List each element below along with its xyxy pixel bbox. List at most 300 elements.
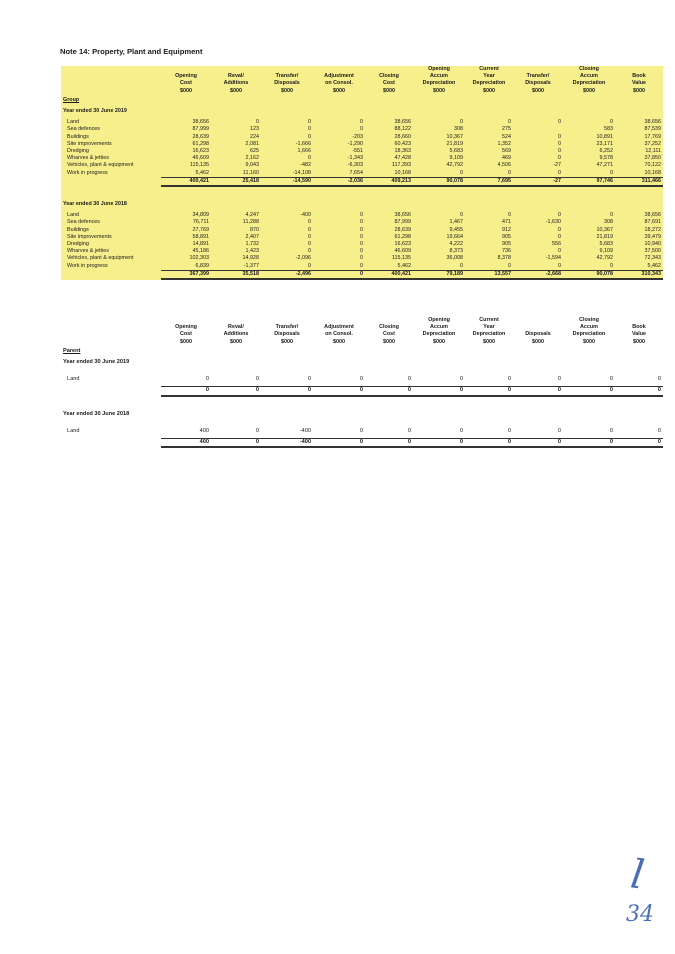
cell-value: 0 [610, 119, 613, 126]
column-header-line: $000 [433, 338, 445, 345]
column-header-line: Value [631, 80, 647, 87]
cell-value: 102,303 [189, 255, 209, 262]
cell-value: 60,423 [394, 140, 411, 147]
row-label: Vehicles, plant & equipment [67, 162, 134, 169]
cell-value: 45,186 [192, 248, 209, 255]
column-header [61, 317, 161, 346]
cell-value: 11,160 [242, 169, 259, 176]
column-header-line: $000 [583, 338, 595, 345]
cell-value: 0 [558, 140, 561, 147]
cell-value: 28,660 [394, 133, 411, 140]
column-header [261, 317, 313, 346]
row-label: Dredging [67, 241, 89, 248]
total-value: 90,078 [413, 177, 465, 186]
column-header-line: Current [479, 317, 499, 323]
section-heading-row [61, 197, 663, 212]
cell-value: 123 [250, 126, 259, 133]
cell-value: 10,168 [394, 169, 411, 176]
cell-value: 471 [502, 219, 511, 226]
row-label: Site improvements [67, 233, 112, 240]
table-row [61, 255, 663, 262]
cell-value: 0 [558, 248, 561, 255]
cell-value: 569 [502, 148, 511, 155]
total-value: 0 [365, 439, 413, 448]
table-row [61, 248, 663, 255]
column-header-line: $000 [230, 87, 242, 94]
section-heading: Year ended 30 June 2018 [63, 201, 127, 208]
table-row [61, 162, 663, 169]
cell-value: 0 [460, 169, 463, 176]
column-header-line: $000 [633, 338, 645, 345]
cell-value: 224 [250, 133, 259, 140]
column-header [211, 66, 261, 95]
cell-value: 4,506 [497, 162, 511, 169]
cell-value: 583 [604, 126, 613, 133]
cell-value: 16,623 [394, 241, 411, 248]
total-value: 367,399 [161, 270, 211, 279]
cell-value: 1,352 [497, 140, 511, 147]
section-heading-row [61, 407, 663, 422]
cell-value: 10,940 [644, 241, 661, 248]
parent-table-body [61, 346, 663, 447]
total-value: 0 [365, 387, 413, 396]
cell-value: 8,373 [449, 248, 463, 255]
column-header [615, 317, 663, 346]
cell-value: 18,272 [644, 226, 661, 233]
column-header-line: Closing [579, 66, 599, 72]
column-header-line: $000 [483, 338, 495, 345]
cell-value: 87,691 [644, 219, 661, 226]
cell-value: 0 [558, 169, 561, 176]
total-value: 0 [465, 439, 513, 448]
column-header-line: Cost [180, 331, 192, 338]
total-value: 13,557 [465, 270, 513, 279]
column-header-line: Depreciation [572, 80, 606, 87]
column-header-line: Year [483, 73, 495, 80]
column-header-line: Accum [580, 324, 598, 331]
table-row [61, 141, 663, 148]
cell-value: 5,462 [647, 262, 661, 269]
total-label [61, 270, 161, 279]
row-label: Buildings [67, 226, 89, 233]
column-header-line: Depreciation [472, 80, 506, 87]
column-header-line: Value [631, 331, 647, 338]
column-header-line: Transfer/ [275, 73, 299, 80]
page-title: Note 14: Property, Plant and Equipment [60, 47, 203, 56]
total-value: 0 [211, 387, 261, 396]
cell-value: 0 [558, 133, 561, 140]
cell-value: 61,298 [394, 233, 411, 240]
column-header-line: Cost [383, 80, 395, 87]
total-value: -2,668 [513, 270, 563, 279]
column-header [615, 66, 663, 95]
cell-value: 115,135 [391, 255, 411, 262]
cell-value: 34,809 [192, 212, 209, 219]
cell-value: 5,462 [195, 169, 209, 176]
column-header-line: Transfer/ [275, 324, 299, 331]
cell-value: 87,539 [644, 126, 661, 133]
cell-value: 72,343 [644, 255, 661, 262]
header-row [61, 317, 663, 346]
cell-value: 736 [502, 248, 511, 255]
column-header-line: Accum [430, 324, 448, 331]
column-header-line: Depreciation [472, 331, 506, 338]
column-header-line: Closing [379, 73, 399, 80]
column-header-line: Closing [379, 324, 399, 331]
cell-value: 46,609 [192, 155, 209, 162]
total-value: 0 [615, 387, 663, 396]
cell-value: 1,732 [245, 241, 259, 248]
cell-value: 21,819 [446, 140, 463, 147]
cell-value: 0 [558, 226, 561, 233]
column-header-line: $000 [383, 87, 395, 94]
cell-value: -6,303 [347, 162, 363, 169]
column-header-line: Opening [428, 317, 450, 323]
cell-value: 12,111 [645, 148, 661, 155]
cell-value: 0 [558, 212, 561, 219]
column-header-line: on Consol. [325, 331, 353, 338]
cell-value: 0 [360, 262, 363, 269]
cell-value: -203 [352, 133, 363, 140]
cell-value: 2,407 [245, 233, 259, 240]
row-label: Land [67, 119, 79, 126]
section-heading: Year ended 30 June 2019 [63, 359, 130, 366]
cell-value: 0 [308, 155, 311, 162]
cell-value: 46,609 [394, 248, 411, 255]
column-header-line: Adjustment [324, 73, 354, 80]
total-value: 0 [513, 439, 563, 448]
total-value: 0 [563, 439, 615, 448]
row-label: Wharves & jetties [67, 155, 109, 162]
column-header-line: Cost [383, 331, 395, 338]
total-value: -2,036 [313, 177, 365, 186]
column-header-line: Additions [223, 80, 249, 87]
cell-value: 0 [609, 376, 613, 383]
cell-value: 37,850 [644, 155, 661, 162]
cell-value: 0 [610, 262, 613, 269]
cell-value: 0 [256, 119, 259, 126]
column-header-line: Depreciation [572, 331, 606, 338]
cell-value: 0 [359, 427, 363, 434]
total-value: 0 [261, 387, 313, 396]
total-value: 7,695 [465, 177, 513, 186]
row-label: Work in progress [67, 169, 108, 176]
column-header-line: $000 [483, 87, 495, 94]
cell-value: 0 [459, 427, 463, 434]
column-header-line: $000 [281, 87, 293, 94]
column-header [161, 317, 211, 346]
row-label: Dredging [67, 148, 89, 155]
cell-value: 38,656 [192, 119, 209, 126]
group-table-body [61, 95, 663, 279]
row-label: Land [67, 428, 80, 435]
table-row [61, 148, 663, 155]
cell-value: 905 [502, 233, 511, 240]
total-value: 90,078 [563, 270, 615, 279]
column-header-line: Year [483, 324, 495, 331]
total-row [61, 387, 663, 396]
column-header-line: Current [479, 66, 499, 72]
table-row [61, 155, 663, 162]
cell-value: 0 [360, 126, 363, 133]
column-header-line: Closing [579, 317, 599, 323]
column-header-line: Opening [428, 66, 450, 72]
cell-value: 0 [460, 262, 463, 269]
cell-value: -1,630 [545, 219, 561, 226]
cell-value: 9,043 [245, 162, 259, 169]
table-row [61, 212, 663, 219]
cell-value: 625 [250, 148, 259, 155]
cell-value: 5,683 [599, 241, 613, 248]
cell-value: 10,367 [596, 226, 613, 233]
column-header-line: $000 [532, 87, 544, 94]
cell-value: 76,711 [192, 219, 209, 226]
section-heading: Year ended 30 June 2019 [63, 108, 127, 115]
column-header-line: Transfer/ [526, 73, 550, 80]
cell-value: 4,222 [449, 241, 463, 248]
column-header-line: Book [632, 73, 646, 80]
cell-value: 524 [502, 133, 511, 140]
total-value: 0 [313, 270, 365, 279]
column-header-line: $000 [532, 338, 544, 345]
header-row [61, 66, 663, 95]
cell-value: -1,594 [545, 255, 561, 262]
cell-value: 28,639 [192, 133, 209, 140]
total-value: 400,421 [365, 270, 413, 279]
cell-value: 0 [360, 255, 363, 262]
cell-value: 0 [460, 212, 463, 219]
cell-value: 0 [308, 133, 311, 140]
total-value: 97,746 [563, 177, 615, 186]
row-label: Vehicles, plant & equipment [67, 255, 134, 262]
cell-value: 0 [507, 427, 511, 434]
column-header [465, 317, 513, 346]
cell-value: -400 [299, 427, 311, 434]
cell-value: 10,891 [596, 133, 613, 140]
cell-value: 19,664 [446, 233, 463, 240]
cell-value: 5,683 [449, 148, 463, 155]
table-row [61, 234, 663, 241]
column-header [161, 66, 211, 95]
cell-value: 0 [558, 233, 561, 240]
column-header-line: Depreciation [422, 80, 456, 87]
total-value: 310,343 [615, 270, 663, 279]
cell-value: 87,999 [394, 219, 411, 226]
cell-value: 42,792 [446, 162, 463, 169]
column-header [465, 66, 513, 95]
cell-value: 0 [360, 212, 363, 219]
cell-value: -1,666 [295, 140, 311, 147]
cell-value: 4,247 [245, 212, 259, 219]
cell-value: 9,578 [599, 155, 613, 162]
column-header-line: Reval/ [228, 73, 244, 80]
column-header-line: Opening [175, 324, 197, 331]
row-label: Sea defences [67, 126, 100, 133]
row-label: Sea defences [67, 219, 100, 226]
total-value: 0 [615, 439, 663, 448]
row-label: Site improvements [67, 140, 112, 147]
parent-table-header [61, 317, 663, 346]
column-header-line: Disposals [274, 80, 300, 87]
column-header [365, 317, 413, 346]
table-row [61, 422, 663, 439]
cell-value: -551 [352, 148, 363, 155]
column-header-line: $000 [433, 87, 445, 94]
cell-value: 308 [604, 219, 613, 226]
cell-value: 0 [508, 169, 511, 176]
total-value: 0 [413, 439, 465, 448]
cell-value: 0 [360, 119, 363, 126]
column-header-line: $000 [230, 338, 242, 345]
total-row [61, 439, 663, 448]
cell-value: 6,839 [195, 262, 209, 269]
cell-value: 0 [308, 219, 311, 226]
column-header [513, 66, 563, 95]
group-table-header [61, 66, 663, 95]
cell-value: 21,819 [596, 233, 613, 240]
cell-value: 0 [360, 219, 363, 226]
total-value: -27 [513, 177, 563, 186]
table-row [61, 241, 663, 248]
column-header-line: $000 [383, 338, 395, 345]
cell-value: 0 [558, 148, 561, 155]
spacer-row [61, 396, 663, 407]
total-value: 0 [563, 387, 615, 396]
cell-value: 0 [255, 427, 259, 434]
cell-value: 23,171 [596, 140, 613, 147]
cell-value: -1,290 [347, 140, 363, 147]
cell-value: 14,928 [242, 255, 259, 262]
column-header [211, 317, 261, 346]
cell-value: 0 [507, 376, 511, 383]
cell-value: 6,252 [599, 148, 613, 155]
row-label: Buildings [67, 133, 89, 140]
cell-value: 0 [308, 126, 311, 133]
row-label: Work in progress [67, 262, 108, 269]
column-header-line: Book [632, 324, 646, 331]
column-header [563, 66, 615, 95]
cell-value: 115,135 [189, 162, 209, 169]
cell-value: 61,298 [192, 140, 209, 147]
total-row [61, 177, 663, 186]
cell-value: 275 [502, 126, 511, 133]
cell-value: 47,271 [596, 162, 613, 169]
column-header-line: $000 [180, 87, 192, 94]
spacer-row [61, 186, 663, 197]
cell-value: 0 [308, 241, 311, 248]
total-label [61, 177, 161, 186]
total-value: 0 [161, 387, 211, 396]
cell-value: -1,377 [243, 262, 259, 269]
cell-value: 0 [657, 427, 661, 434]
cell-value: 0 [460, 119, 463, 126]
section-heading-row [61, 104, 663, 119]
cell-value: 9,109 [449, 155, 463, 162]
total-value: 25,418 [211, 177, 261, 186]
cell-value: 0 [558, 119, 561, 126]
group-ppe-table [61, 66, 663, 280]
table-row [61, 170, 663, 178]
row-label: Wharves & jetties [67, 248, 109, 255]
cell-value: 47,428 [394, 155, 411, 162]
cell-value: 0 [557, 427, 561, 434]
cell-value: 0 [255, 376, 259, 383]
column-header-line: $000 [333, 338, 345, 345]
cell-value: 0 [657, 376, 661, 383]
cell-value: 11,288 [242, 219, 259, 226]
cell-value: 38,656 [644, 119, 661, 126]
cell-value [513, 126, 563, 133]
cell-value: 39,479 [644, 233, 661, 240]
cell-value: 37,252 [644, 140, 661, 147]
cell-value: 8,378 [497, 255, 511, 262]
cell-value: 28,639 [394, 226, 411, 233]
cell-value: 16,623 [192, 148, 209, 155]
cell-value: 10,367 [446, 133, 463, 140]
table-row [61, 134, 663, 141]
cell-value: 0 [459, 376, 463, 383]
cell-value: 9,109 [599, 248, 613, 255]
total-value: 409,213 [365, 177, 413, 186]
column-header [513, 317, 563, 346]
row-label: Land [67, 376, 80, 383]
row-label: Land [67, 212, 79, 219]
entity-label: Parent [63, 347, 81, 354]
total-value: 400 [161, 439, 211, 448]
cell-value: 400 [199, 427, 209, 434]
cell-value: 0 [308, 226, 311, 233]
cell-value: 0 [558, 262, 561, 269]
cell-value: 1,467 [449, 219, 463, 226]
cell-value: 308 [454, 126, 463, 133]
cell-value: 0 [308, 233, 311, 240]
cell-value: 912 [502, 226, 511, 233]
cell-value: 42,792 [596, 255, 613, 262]
cell-value: -1,343 [347, 155, 363, 162]
cell-value: 0 [360, 241, 363, 248]
cell-value: 0 [307, 376, 311, 383]
cell-value: 0 [360, 233, 363, 240]
table-row [61, 219, 663, 226]
spacer-cell [61, 186, 663, 197]
total-value: 0 [313, 439, 365, 448]
cell-value: -2,096 [295, 255, 311, 262]
cell-value: -482 [300, 162, 311, 169]
cell-value: 0 [360, 226, 363, 233]
cell-value: 36,008 [446, 255, 463, 262]
column-header [61, 66, 161, 95]
cell-value: 0 [360, 248, 363, 255]
total-value: 0 [313, 387, 365, 396]
cell-value: -27 [553, 162, 561, 169]
column-header [413, 317, 465, 346]
column-header-line: $000 [180, 338, 192, 345]
column-header-line: Disposals [525, 331, 551, 338]
cell-value: 469 [502, 155, 511, 162]
cell-value: 0 [610, 212, 613, 219]
table-row [61, 370, 663, 387]
total-value: 400,421 [161, 177, 211, 186]
cell-value: 14,891 [192, 241, 209, 248]
cell-value: -14,108 [292, 169, 311, 176]
column-header [365, 66, 413, 95]
cell-value: 0 [508, 212, 511, 219]
group-label-row [61, 346, 663, 355]
cell-value: 17,769 [644, 133, 661, 140]
cell-value: 27,769 [192, 226, 209, 233]
cell-value: 0 [508, 262, 511, 269]
column-header-line: on Consol. [325, 80, 353, 87]
